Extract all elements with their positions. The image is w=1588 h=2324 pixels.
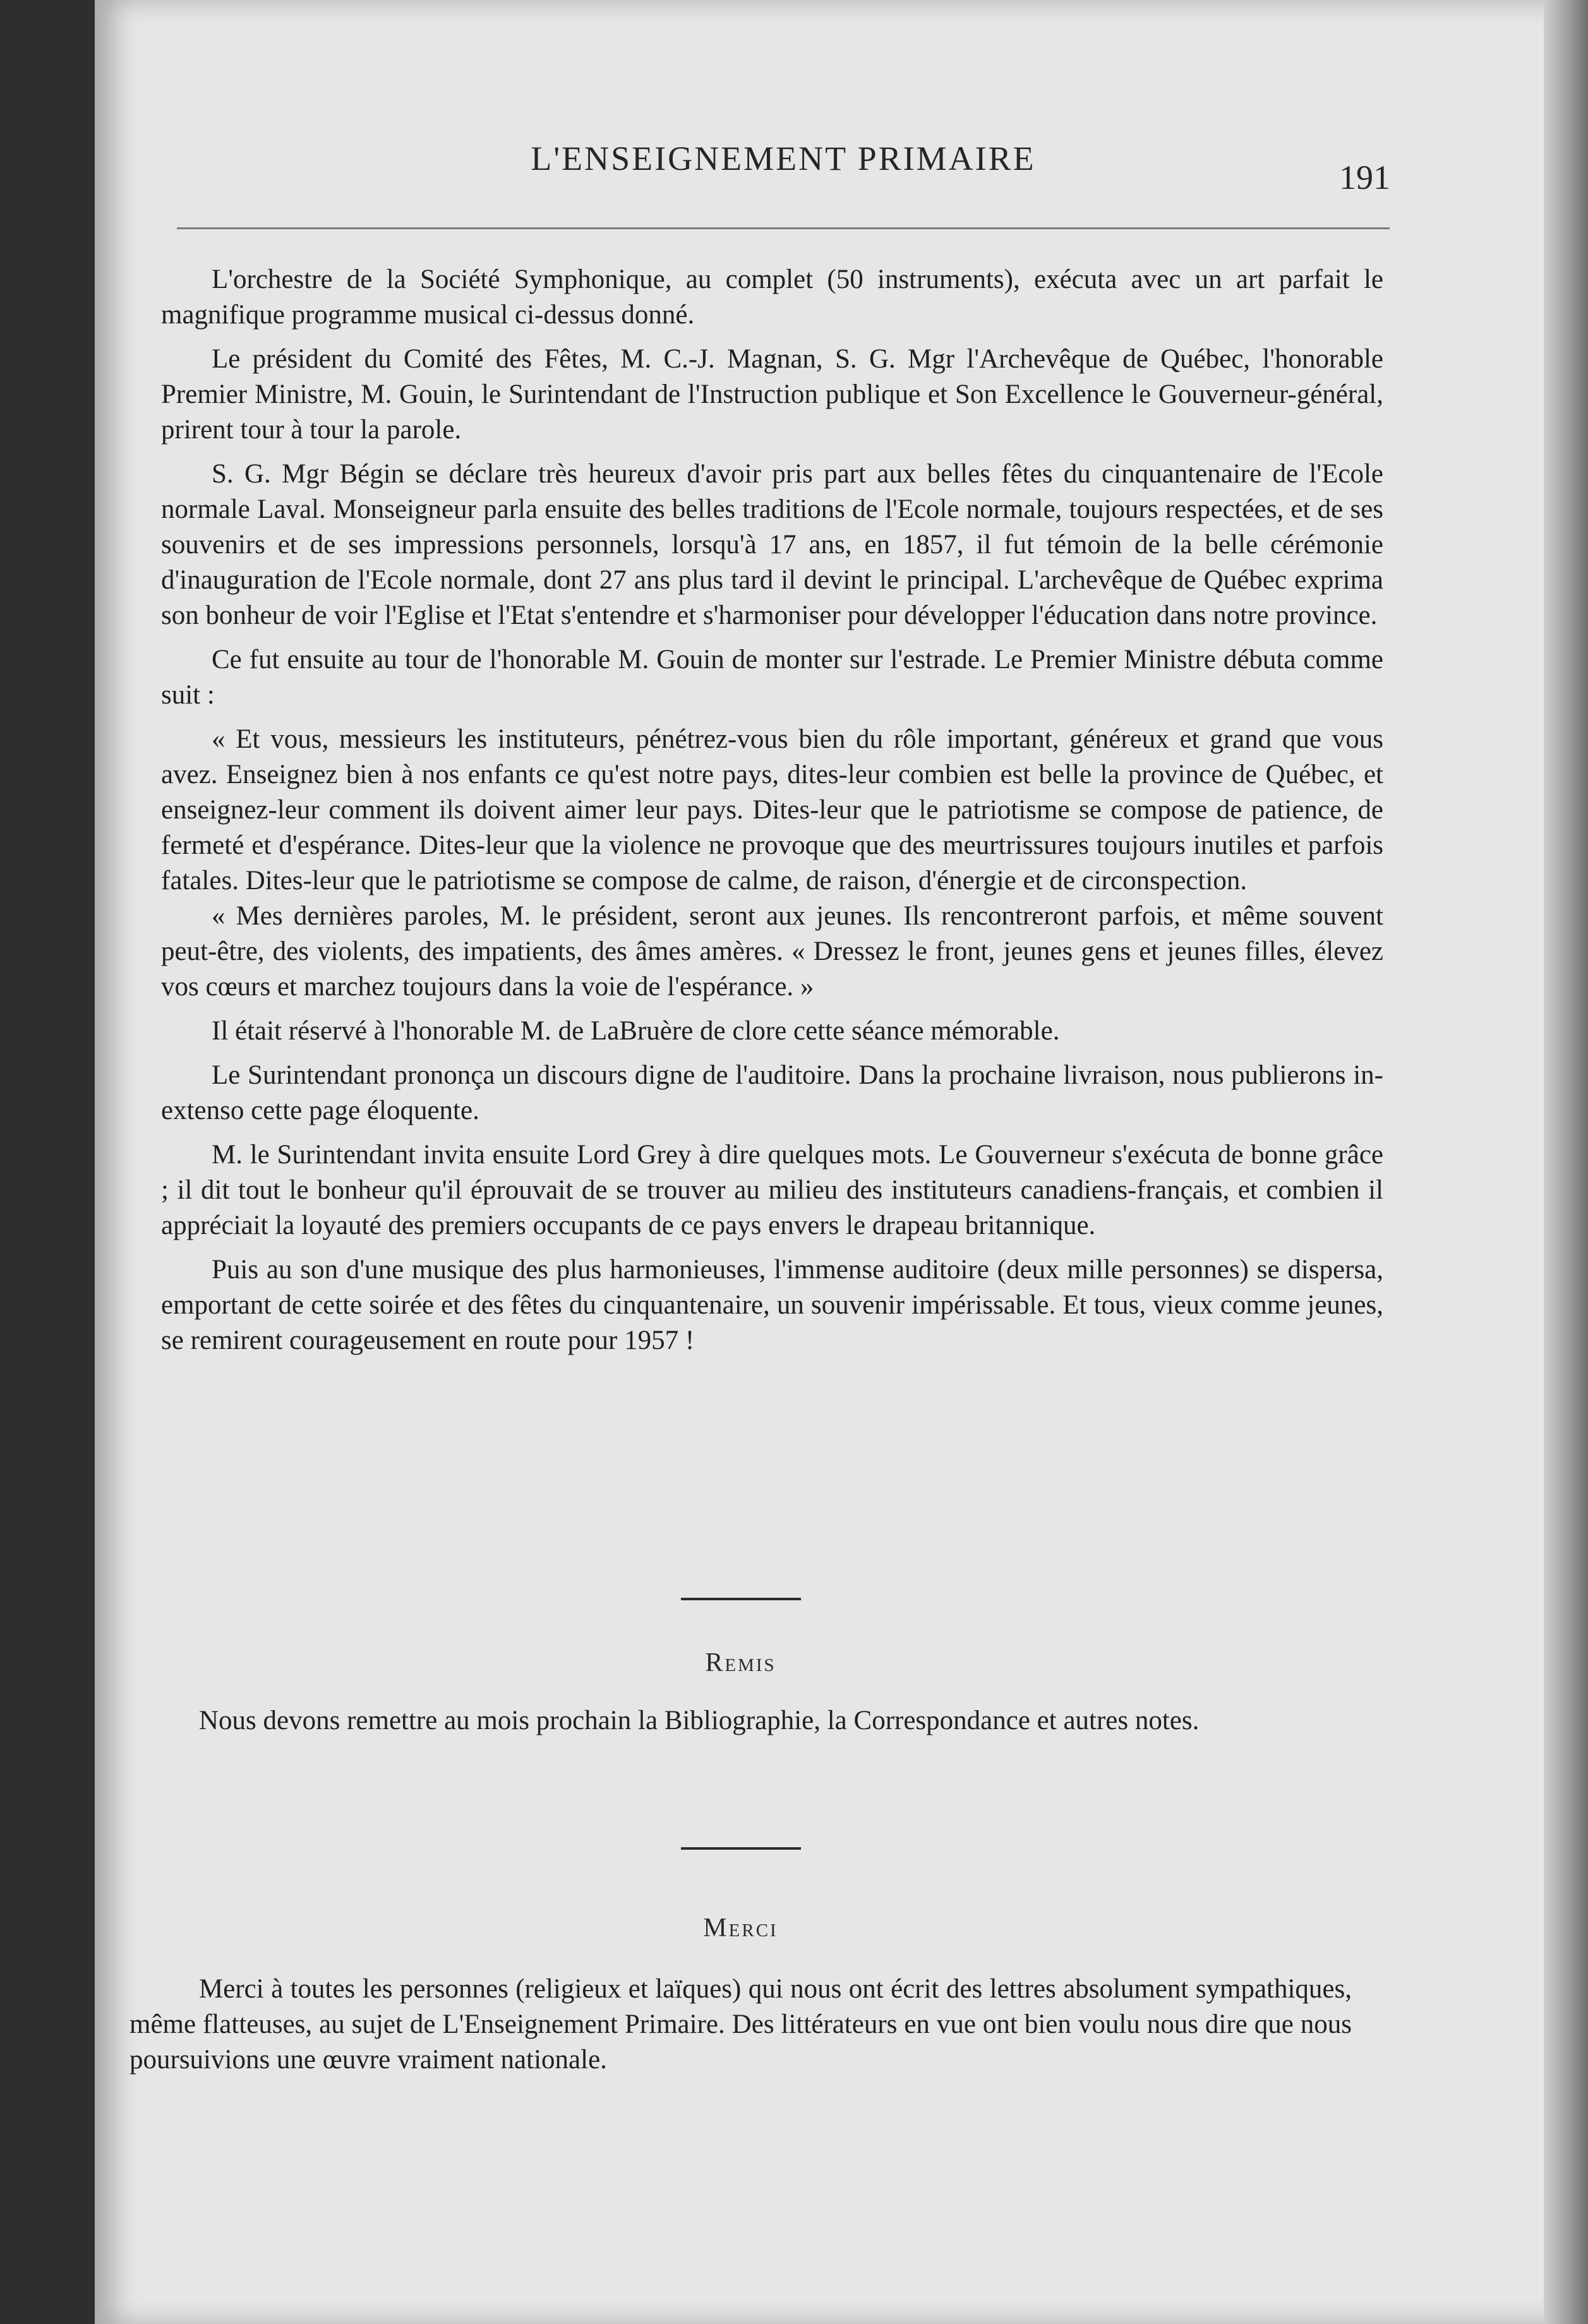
paragraph: S. G. Mgr Bégin se déclare très heureux d'avoir pris part aux belles fêtes du cinquantenaire de l'Ecole normale Laval. Monseigneur parla ensuite des belles traditions de l'Ecole normale, toujours respectées, et de ses souvenirs et de ses impressions personnels, lorsqu'à 17 ans, en 1857, il fut témoin de la belle cérémonie d'inauguration de l'Ecole normale, dont 27 ans plus tard il devint le principal. L'archevêque de Québec exprima son bonheur de voir l'Eglise et l'Etat s'entendre et s'harmoniser pour développer l'éducation dans notre province. <box>161 459 1383 630</box>
quote-paragraph: « Mes dernières paroles, M. le président, seront aux jeunes. Ils rencontreront parfois, et même souvent peut-être, des violents, des impatients, des âmes amères. « Dressez le front, jeunes gens et jeunes filles, élevez vos cœurs et marchez toujours dans la voie de l'espérance. » <box>161 901 1383 1002</box>
paragraph: Le président du Comité des Fêtes, M. C.-J. Magnan, S. G. Mgr l'Archevêque de Québec, l'honorable Premier Ministre, M. Gouin, le Surintendant de l'Instruction publique et Son Excellence le Gouverneur-général, prirent tour à tour la parole. <box>161 344 1383 445</box>
article-body <box>161 262 1383 1367</box>
quote-paragraph: « Et vous, messieurs les instituteurs, pénétrez-vous bien du rôle important, généreux et grand que vous avez. Enseignez bien à nos enfants ce qu'est notre pays, dites-leur combien est belle la province de Québec, et enseignez-leur comment ils doivent aimer leur pays. Dites-leur que le patriotisme se compose de patience, de fermeté et d'espérance. Dites-leur que la violence ne provoque que des meurtrissures toujours inutiles et parfois fatales. Dites-leur que le patriotisme se compose de calme, de raison, d'énergie et de circonspection. <box>161 724 1383 895</box>
paragraph: Le Surintendant prononça un discours digne de l'auditoire. Dans la prochaine livraison, nous publierons in-extenso cette page éloquente. <box>161 1060 1383 1125</box>
paragraph: Puis au son d'une musique des plus harmonieuses, l'immense auditoire (deux mille personnes) se dispersa, emportant de cette soirée et des fêtes du cinquantenaire, un souvenir impérissable. Et tous, vieux comme jeunes, se remirent courageusement en route pour 1957 ! <box>161 1255 1383 1355</box>
remis-title: Remis <box>705 1648 776 1677</box>
paragraph: Ce fut ensuite au tour de l'honorable M. Gouin de monter sur l'estrade. Le Premier Ministre débuta comme suit : <box>161 645 1383 710</box>
paragraph: M. le Surintendant invita ensuite Lord Grey à dire quelques mots. Le Gouverneur s'exécuta de bonne grâce ; il dit tout le bonheur qu'il éprouvait de se trouver au milieu des instituteurs canadiens-français, et combien il appréciait la loyauté des premiers occupants de ce pays envers le drapeau britannique. <box>161 1140 1383 1240</box>
page-number: 191 <box>1339 159 1390 196</box>
section-divider <box>681 1598 801 1600</box>
merci-text: Merci à toutes les personnes (religieux et laïques) qui nous ont écrit des lettres absolument sympathiques, même flatteuses, au sujet de L'Enseignement Primaire. Des littérateurs en vue ont bien voulu nous dire que nous poursuivions une œuvre vraiment nationale. <box>129 1974 1352 2075</box>
paragraph: Il était réservé à l'honorable M. de LaBruère de clore cette séance mémorable. <box>212 1016 1060 1046</box>
section-divider <box>681 1847 801 1850</box>
page-edge <box>1544 0 1588 2324</box>
header-rule <box>177 227 1390 229</box>
remis-section <box>129 1598 1352 1739</box>
merci-section <box>129 1847 1352 2078</box>
merci-title: Merci <box>703 1914 778 1943</box>
remis-text: Nous devons remettre au mois prochain la Bibliographie, la Correspondance et autres notes. <box>199 1706 1200 1735</box>
running-header: L'ENSEIGNEMENT PRIMAIRE <box>531 140 1036 177</box>
paragraph: L'orchestre de la Société Symphonique, au complet (50 instruments), exécuta avec un art parfait le magnifique programme musical ci-dessus donné. <box>161 265 1383 330</box>
